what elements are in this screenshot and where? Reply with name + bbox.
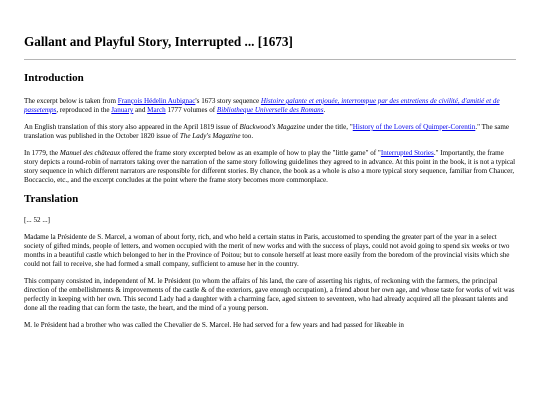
lovers-history-link[interactable]: History of the Lovers of Quimper-Corentin <box>352 123 476 131</box>
bibliotheque-link[interactable]: Bibliotheque Universelle des Romans <box>216 106 324 114</box>
translation-paragraph-2: This company consisted in, independent of M. le Président (to whom the affairs of his land, the care of asserting his rights, of reckoning with the farmers, the principal direction of the embellishments & improvements of the castle & of the exteriors, gave enough occupation), a friend about her own age, and whose taste for works of wit was perfectly in keeping with her own. This second Lady had a daughter with a charming face, aged sixteen to seventeen, who had already acquired all the pleasant talents and done all the reading that can form the taste, the heart, and the mind of a young person. <box>24 277 515 312</box>
author-link[interactable]: François Hédelin Aubignac <box>117 97 196 105</box>
intro-p1-text-2: 's 1673 story sequence <box>195 97 261 105</box>
intro-p1-text-1: The excerpt below is taken from <box>24 97 118 105</box>
intro-p3-text-1: In 1779, the <box>24 149 60 157</box>
introduction-heading: Introduction <box>24 72 84 84</box>
translation-paragraph-1: Madame la Présidente de S. Marcel, a woman of about forty, rich, and who held a certain status in Paris, accustomed to spending the greater part of the year in a select society of gifted minds, people of letters, and women occupied with the merit of new works and with the success of plays, could not avoid going to spend six weeks or two months in a beautiful castle which belonged to her in the Province of Poitou; but to console herself at least more easily from the boredom of the provincial visits which she could not fail to receive, she had formed a small company, sufficient to amuse her in the country. <box>24 233 510 268</box>
january-link[interactable]: January <box>111 106 134 114</box>
intro-p1-text-5: 1777 volumes of <box>165 106 217 114</box>
intro-p1-text-3: , reproduced in the <box>56 106 112 114</box>
intro-p2-text-2: under the title, " <box>305 123 353 131</box>
magazine-title: Blackwood's Magazine <box>239 123 306 131</box>
interrupted-stories-link[interactable]: Interrupted Stories <box>380 149 434 157</box>
intro-paragraph-2 <box>24 123 516 141</box>
intro-p2-text-1: An English translation of this story also appeared in the April 1819 issue of <box>24 123 240 131</box>
intro-p2-text-3: ." The same translation was published in the October 1820 issue of <box>24 123 510 140</box>
title-divider <box>24 59 516 60</box>
omission-marker: [... 52 ...] <box>24 216 51 224</box>
intro-p3-text-4: a more typical story sequence, familiar from Chaucer, Boccaccio, etc., and the excerpt concludes at the point where the frame story becomes more commonplace. <box>24 167 515 184</box>
intro-p1-text-4: and <box>133 106 148 114</box>
march-link[interactable]: March <box>147 106 166 114</box>
translation-paragraph-3: M. le Président had a brother who was called the Chevalier de S. Marcel. He had served for a few years and had passed for likeable in <box>24 321 404 329</box>
intro-p3-text-3: ." Importantly, the frame story depicts a round-robin of narrators taking over the narration of the same story following guidelines they agreed to in advance. At this point in the book, it is not a typical story sequence in which different narrators are responsible for different stories. By chance, the book as a whole is <box>24 149 516 175</box>
intro-paragraph-3 <box>24 149 516 185</box>
intro-p1-text-6: . <box>323 106 326 114</box>
intro-p3-text-2: offered the frame story excerpted below as an example of how to play the "little game" of " <box>120 149 381 157</box>
book-title-link[interactable]: Histoire galante et enjouée, interrompue par des entretiens de civilité, d'amitié et de passetemps <box>24 97 500 114</box>
intro-paragraph-1 <box>24 97 516 115</box>
ladys-magazine-title: The Lady's Magazine <box>179 132 241 140</box>
manuel-title: Manuel des châteaux <box>59 149 121 157</box>
intro-p2-text-4: too. <box>240 132 254 140</box>
page-title: Gallant and Playful Story, Interrupted ... [1673] <box>24 34 293 49</box>
translation-heading: Translation <box>24 193 79 205</box>
also-emphasis: also <box>347 167 360 175</box>
